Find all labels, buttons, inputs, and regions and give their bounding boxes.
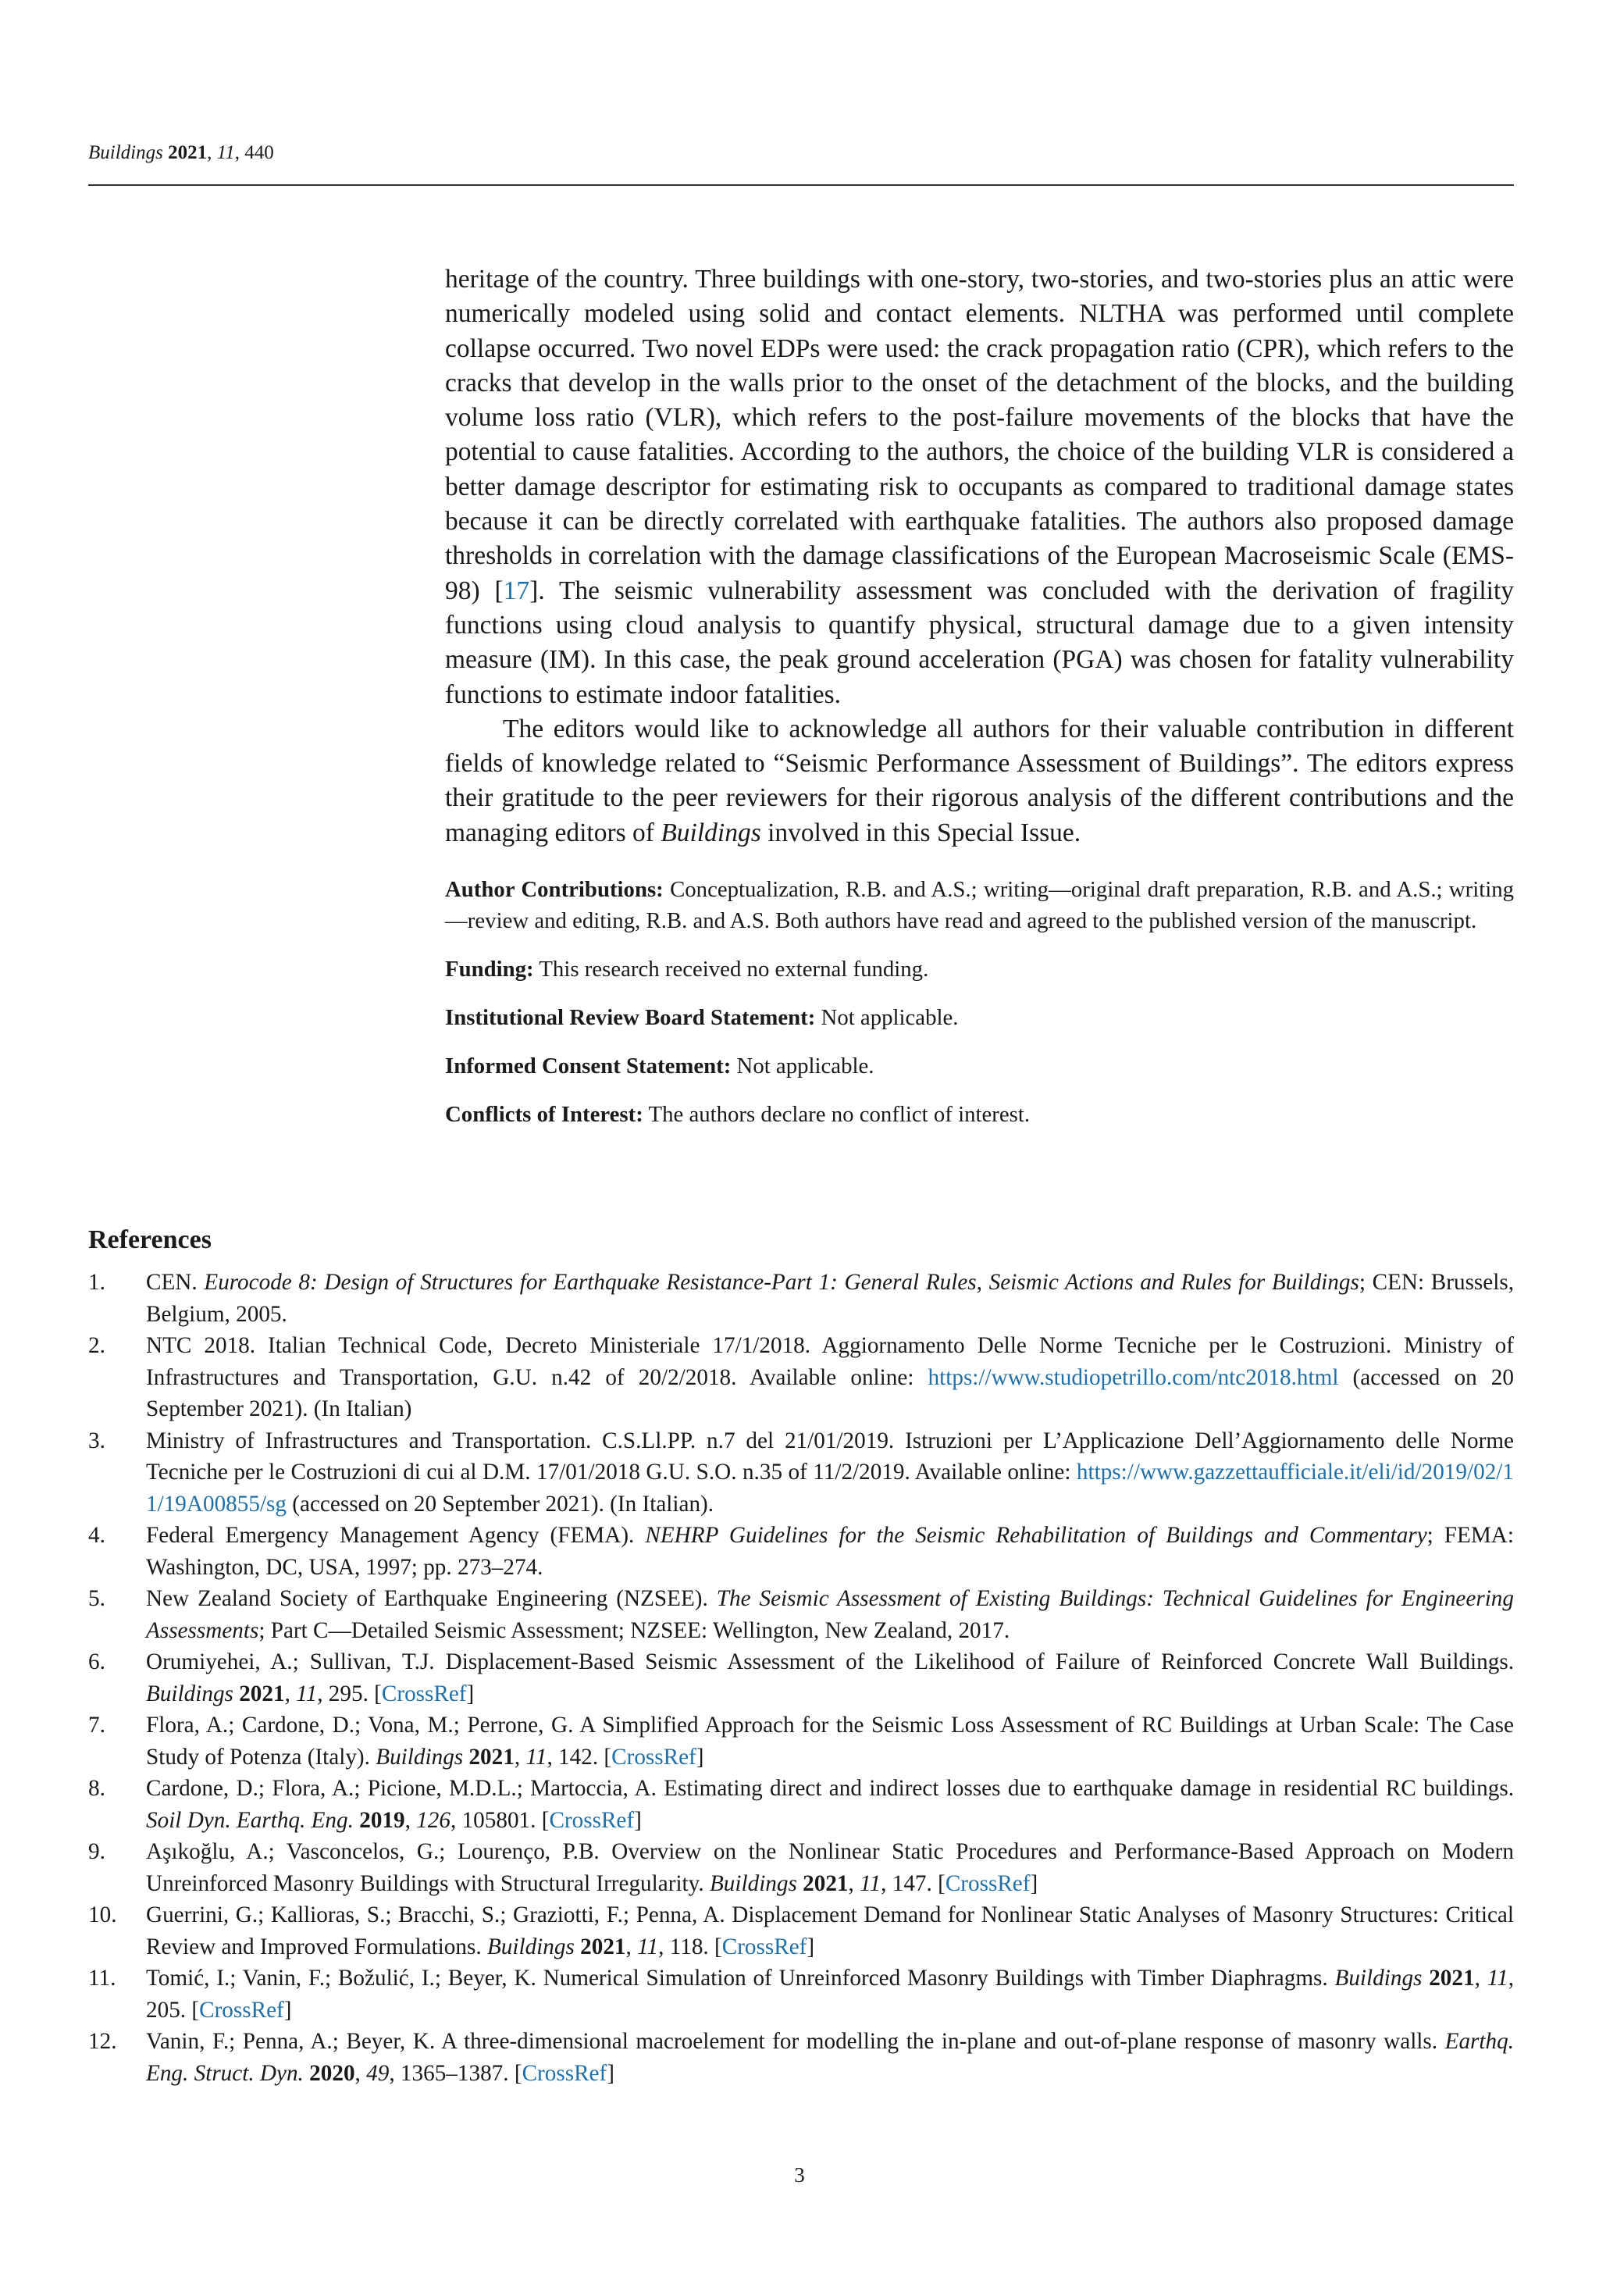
reference-text: 2021 — [239, 1681, 285, 1706]
citation-link-17[interactable]: 17 — [503, 576, 530, 605]
page-number: 3 — [794, 2163, 805, 2187]
references-list — [88, 1267, 1514, 2089]
reference-text: 11 — [525, 1744, 547, 1770]
reference-text: Soil Dyn. Earthq. Eng. — [146, 1807, 354, 1833]
reference-text: Tomić, I.; Vanin, F.; Božulić, I.; Beyer, K. Numerical Simulation of Unreinforced Masonry Buildings with Timber Diaphragms. — [146, 1966, 1335, 1991]
reference-text: 49 — [366, 2060, 390, 2086]
reference-text: , — [1474, 1966, 1487, 1991]
reference-text: , — [404, 1807, 417, 1833]
reference-text: ] — [1030, 1870, 1038, 1896]
reference-number: 3. — [88, 1428, 105, 1453]
reference-text: 11 — [1487, 1966, 1508, 1991]
reference-text: , 205. [ — [146, 1966, 1515, 2023]
reference-number: 8. — [88, 1776, 105, 1801]
header-year: 2021 — [168, 142, 208, 163]
reference-text: Orumiyehei, A.; Sullivan, T.J. Displacement-Based Seismic Assessment of the Likelihood of Failure of Reinforced Concrete Wall Buildings. — [146, 1649, 1514, 1674]
funding-statement: Funding: This research received no external funding. — [445, 957, 929, 982]
reference-number: 1. — [88, 1270, 105, 1295]
crossref-link[interactable]: CrossRef — [199, 1997, 284, 2023]
reference-text: Flora, A.; Cardone, D.; Vona, M.; Perrone, G. A Simplified Approach for the Seismic Loss Assessment of RC Buildings at Urban Scale: The Case Study of Potenza (Italy). — [146, 1713, 1514, 1770]
consent-statement: Informed Consent Statement: Not applicable. — [445, 1054, 874, 1079]
crossref-link[interactable]: CrossRef — [611, 1744, 696, 1770]
reference-number: 7. — [88, 1713, 105, 1738]
reference-text: ] — [696, 1744, 704, 1770]
reference-text: Aşıkoğlu, A.; Vasconcelos, G.; Lourenço, P.B. Overview on the Nonlinear Static Procedures and Performance-Based Approach on Modern Unreinforced Masonry Buildings with Structural Irregularity. — [146, 1839, 1514, 1896]
reference-item — [88, 1899, 1514, 1963]
reference-text: CEN. — [146, 1270, 205, 1295]
reference-item — [88, 1710, 1514, 1773]
reference-text: 2020 — [309, 2060, 355, 2086]
reference-text: 126 — [416, 1807, 450, 1833]
reference-text — [1422, 1966, 1429, 1991]
reference-text: Buildings — [709, 1870, 797, 1896]
reference-number: 9. — [88, 1839, 105, 1864]
crossref-link[interactable]: CrossRef — [945, 1870, 1031, 1896]
body-paragraph-2: The editors would like to acknowledge all authors for their valuable contribution in different fields of knowledge related to “Seismic Performance Assessment of Buildings”. The editors express their gratitude to the peer reviewers for their rigorous analysis of the different contributions and the managing editors of Buildings involved in this Special Issue. — [445, 714, 1514, 847]
header-journal: Buildings — [88, 142, 163, 163]
reference-url-link[interactable]: https://www.studiopetrillo.com/ntc2018.html — [928, 1364, 1339, 1390]
reference-text: , — [284, 1681, 297, 1706]
reference-text: ; Part C—Detailed Seismic Assessment; NZSEE: Wellington, New Zealand, 2017. — [258, 1617, 1010, 1643]
irb-statement: Institutional Review Board Statement: Not applicable. — [445, 1005, 959, 1031]
crossref-link[interactable]: CrossRef — [381, 1681, 467, 1706]
reference-text: , — [848, 1870, 860, 1896]
reference-text: , — [514, 1744, 526, 1770]
reference-number: 10. — [88, 1902, 117, 1927]
reference-item — [88, 1646, 1514, 1710]
reference-text: ; FEMA: Washington, DC, USA, 1997; pp. 273–274. — [146, 1523, 1514, 1580]
reference-item — [88, 1520, 1514, 1583]
reference-text: , 295. [ — [317, 1681, 382, 1706]
reference-number: 4. — [88, 1523, 105, 1548]
reference-text: ] — [807, 1934, 815, 1959]
reference-text: 11 — [860, 1870, 881, 1896]
reference-url-link[interactable]: https://www.gazzettaufficiale.it/eli/id/2019/02/11/19A00855/sg — [146, 1460, 1514, 1517]
reference-item — [88, 1267, 1514, 1330]
crossref-link[interactable]: CrossRef — [721, 1934, 807, 1959]
header-article: 440 — [244, 142, 274, 163]
reference-number: 5. — [88, 1586, 105, 1611]
running-header: Buildings 2021, 11, 440 — [88, 142, 274, 163]
reference-item — [88, 1773, 1514, 1836]
reference-text: Buildings — [1334, 1966, 1423, 1991]
main-text-column — [445, 262, 1514, 1130]
reference-text: Buildings — [486, 1934, 575, 1959]
reference-number: 2. — [88, 1333, 105, 1358]
reference-text: ; CEN: Brussels, Belgium, 2005. — [146, 1270, 1515, 1327]
reference-number: 11. — [88, 1966, 116, 1991]
reference-text: 2021 — [1429, 1966, 1475, 1991]
reference-text: Buildings — [376, 1744, 464, 1770]
reference-item — [88, 1330, 1514, 1425]
reference-text: (accessed on 20 September 2021). (In Italian) — [146, 1364, 1514, 1421]
crossref-link[interactable]: CrossRef — [522, 2060, 607, 2086]
reference-text: , 1365–1387. [ — [389, 2060, 522, 2086]
reference-item — [88, 1583, 1514, 1646]
reference-text: Cardone, D.; Flora, A.; Picione, M.D.L.; Martoccia, A. Estimating direct and indirect losses due to earthquake damage in residential RC buildings. — [146, 1776, 1514, 1801]
reference-text: NTC 2018. Italian Technical Code, Decreto Ministeriale 17/1/2018. Aggiornamento Delle Norme Tecniche per le Costruzioni. Ministry of Infrastructures and Transportation, G.U. n.42 of 20/2/2018. Available online: — [146, 1333, 1514, 1390]
reference-text: 11 — [637, 1934, 659, 1959]
references-heading: References — [88, 1225, 212, 1254]
reference-text: Ministry of Infrastructures and Transportation. C.S.Ll.PP. n.7 del 21/01/2019. Istruzioni per L’Applicazione Dell’Aggiornamento delle Norme Tecniche per le Costruzioni di cui al D.M. 17/01/2018 G.U. S.O. n.35 of 11/2/2019. Available online: — [146, 1428, 1514, 1485]
body-paragraph-1: heritage of the country. Three buildings with one-story, two-stories, and two-stories plus an attic were numerically modeled using solid and contact elements. NLTHA was performed until complete collapse occurred. Two novel EDPs were used: the crack propagation ratio (CPR), which refers to the cracks that develop in the walls prior to the onset of the detachment of the blocks, and the building volume loss ratio (VLR), which refers to the post-failure movements of the blocks that have the potential to cause fatalities. According to the authors, the choice of the building VLR is considered a better damage descriptor for estimating risk to occupants as compared to traditional damage states because it can be directly correlated with earthquake fatalities. The authors also proposed damage thresholds in correlation with the damage classifications of the European Macroseismic Scale (EMS-98) [17]. The seismic vulnerability assessment was concluded with the derivation of fragility functions using cloud analysis to quantify physical, structural damage due to a given intensity measure (IM). In this case, the peak ground acceleration (PGA) was chosen for fatality vulnerability functions to estimate indoor fatalities. — [445, 265, 1514, 709]
reference-text: , 105801. [ — [450, 1807, 550, 1833]
reference-text: Federal Emergency Management Agency (FEMA). — [146, 1523, 646, 1548]
reference-text: 11 — [296, 1681, 318, 1706]
reference-text: NEHRP Guidelines for the Seismic Rehabilitation of Buildings and Commentary — [645, 1523, 1427, 1548]
reference-text: 2021 — [468, 1744, 515, 1770]
reference-text: , 118. [ — [658, 1934, 722, 1959]
reference-text: ] — [607, 2060, 614, 2086]
reference-text: , — [354, 2060, 367, 2086]
reference-item — [88, 1836, 1514, 1899]
reference-text: (accessed on 20 September 2021). (In Italian). — [287, 1491, 714, 1517]
reference-text: Eurocode 8: Design of Structures for Earthquake Resistance-Part 1: General Rules, Seismic Actions and Rules for Buildings — [204, 1270, 1359, 1295]
reference-text: Guerrini, G.; Kallioras, S.; Bracchi, S.; Graziotti, F.; Penna, A. Displacement Demand for Nonlinear Static Analyses of Masonry Structures: Critical Review and Improved Formulations. — [146, 1902, 1514, 1959]
reference-text: ] — [283, 1997, 292, 2023]
crossref-link[interactable]: CrossRef — [549, 1807, 635, 1833]
reference-text: Earthq. Eng. Struct. Dyn. — [146, 2029, 1514, 2086]
reference-number: 12. — [88, 2029, 117, 2054]
reference-text: 2021 — [580, 1934, 626, 1959]
reference-item — [88, 2026, 1514, 2089]
reference-text: ] — [634, 1807, 642, 1833]
header-volume: 11 — [216, 142, 235, 163]
reference-text: , 147. [ — [881, 1870, 946, 1896]
reference-text: , 142. [ — [547, 1744, 612, 1770]
reference-text: New Zealand Society of Earthquake Engineering (NZSEE). — [146, 1586, 717, 1611]
reference-text: 2019 — [359, 1807, 405, 1833]
reference-text: , — [625, 1934, 638, 1959]
reference-text: ] — [466, 1681, 475, 1706]
reference-number: 6. — [88, 1649, 105, 1674]
reference-item — [88, 1425, 1514, 1521]
header-rule — [88, 184, 1514, 186]
reference-text: The Seismic Assessment of Existing Buildings: Technical Guidelines for Engineering Assessments — [146, 1586, 1514, 1643]
reference-item — [88, 1963, 1514, 2026]
reference-text: 2021 — [803, 1870, 849, 1896]
reference-text: Vanin, F.; Penna, A.; Beyer, K. A three-dimensional macroelement for modelling the in-plane and out-of-plane response of masonry walls. — [146, 2029, 1445, 2054]
author-contributions: Author Contributions: Conceptualization, R.B. and A.S.; writing—original draft preparation, R.B. and A.S.; writing—review and editing, R.B. and A.S. Both authors have read and agreed to the published version of the manuscript. — [445, 877, 1514, 934]
reference-text: Buildings — [146, 1681, 233, 1706]
conflicts-statement: Conflicts of Interest: The authors declare no conflict of interest. — [445, 1102, 1031, 1128]
